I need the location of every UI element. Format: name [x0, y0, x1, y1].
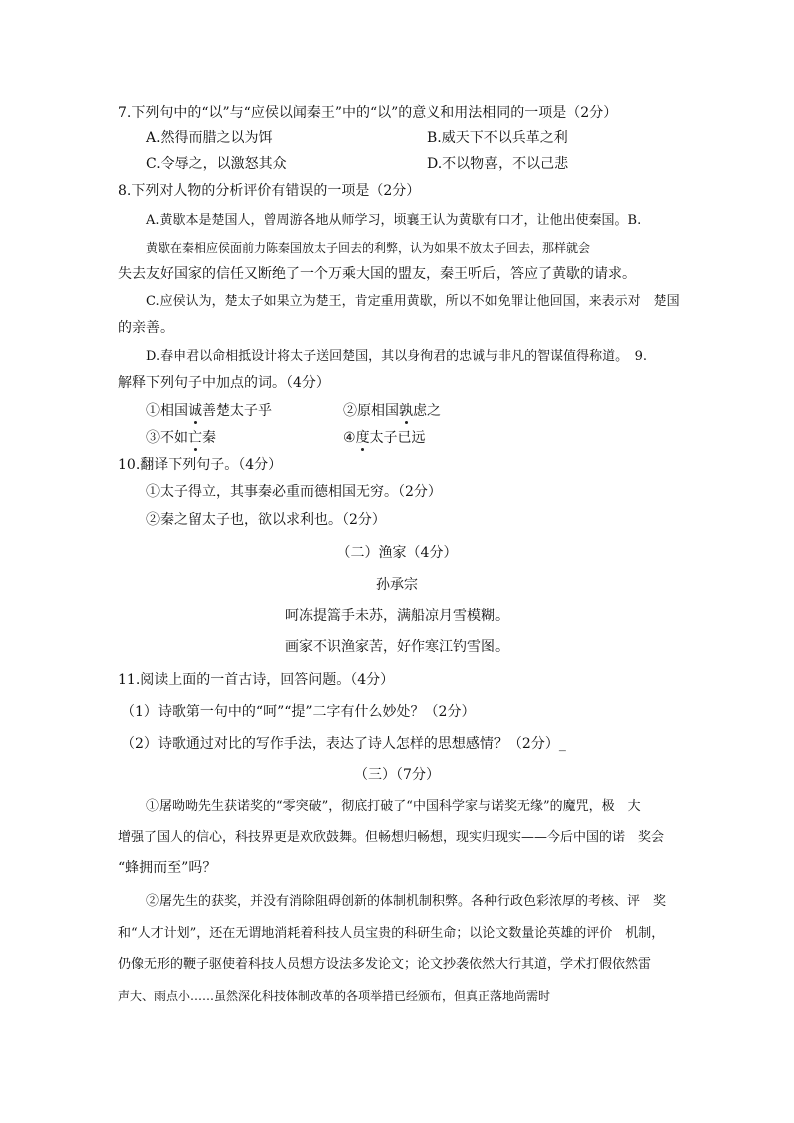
q7-option-b: B.威天下不以兵革之利 [427, 130, 568, 146]
section3-para2-line4: 声大、雨点小……虽然深化科技体制改革的各项举措已经颁布，但真正落地尚需时 [118, 989, 551, 1003]
q8-option-c-line1: C.应侯认为，楚太子如果立为楚王，肯定重用黄歇，所以不如免罪让他回国，来表示对 楚国 [146, 294, 680, 309]
q8-option-c-line2: 的亲善。 [118, 320, 174, 336]
q8-option-d: D.春申君以命相抵设计将太子送回楚国，其以身徇君的忠诚与非凡的智谋值得称道。 9. [146, 349, 647, 364]
q11-part-1: （1）诗歌第一句中的“呵”“提”二字有什么妙处？（2分） [121, 704, 476, 720]
q7-option-c: C.令辱之，以激怒其众 [146, 156, 287, 172]
poem-heading: （二）渔家（4分） [336, 545, 458, 561]
q7-option-d: D.不以物喜，不以己悲 [427, 156, 569, 172]
q8-option-b-line1: 黄歇在秦相应侯面前力陈秦国放太子回去的利弊，认为如果不放太子回去，那样就会 [146, 241, 591, 255]
q9-item-2: ②原相国孰虑之 [343, 403, 441, 419]
q11-part-2: （2）诗歌通过对比的写作手法，表达了诗人怎样的思想感情？（2分）_ [121, 736, 566, 752]
q11-stem: 11.阅读上面的一首古诗，回答问题。（4分） [118, 672, 395, 688]
q7-stem: 7.下列句中的“以”与“应侯以闻秦王”中的“以”的意义和用法相同的一项是（2分） [118, 105, 618, 121]
q8-option-a: A.黄歇本是楚国人，曾周游各地从师学习，顷襄王认为黄歇有口才，让他出使秦国。B. [146, 213, 642, 228]
section3-heading: （三）（7分） [354, 767, 440, 783]
poem-line-1: 呵冻提篙手未苏，满船凉月雪模糊。 [285, 608, 509, 624]
poem-author: 孙承宗 [376, 577, 418, 593]
section3-para2-line1: ②屠先生的获奖，并没有消除阻碍创新的体制机制积弊。各种行政色彩浓厚的考核、评 奖 [146, 894, 667, 909]
q10-sentence-1: ①太子得立，其事秦必重而德相国无穷。（2分） [146, 484, 442, 500]
q9-item-4: ④度太子已远 [343, 430, 426, 446]
q9-stem: 解释下列句子中加点的词。（4分） [118, 375, 330, 391]
q10-sentence-2: ②秦之留太子也，欲以求利也。（2分） [146, 512, 386, 528]
q8-stem: 8.下列对人物的分析评价有错误的一项是（2分） [118, 183, 421, 199]
section3-para2-line3: 仍像无形的鞭子驱使着科技人员想方设法多发论文；论文抄袭依然大行其道，学术打假依然雷 [118, 957, 652, 972]
q9-item-3: ③不如亡秦 [146, 430, 216, 446]
section3-para1-line3: “蜂拥而至”吗？ [118, 860, 217, 876]
section3-para2-line2: 和“人才计划”，还在无谓地消耗着科技人员宝贵的科研生命；以论文数量论英雄的评价 机制， [118, 926, 665, 941]
q7-option-a: A.然得而腊之以为饵 [146, 130, 273, 146]
q10-stem: 10.翻译下列句子。（4分） [118, 457, 283, 473]
q9-item-1: ①相国诚善楚太子乎 [146, 403, 272, 419]
poem-line-2: 画家不识渔家苦，好作寒江钓雪图。 [285, 639, 509, 655]
section3-para1-line1: ①屠呦呦先生获诺奖的“零突破”，彻底打破了“中国科学家与诺奖无缘”的魔咒，极 大 [146, 799, 641, 814]
section3-para1-line2: 增强了国人的信心，科技界更是欢欣鼓舞。但畅想归畅想，现实归现实——今后中国的诺 奖会 [118, 830, 665, 845]
q8-option-b-line2: 失去友好国家的信任又断绝了一个万乘大国的盟友，秦王听后，答应了黄歇的请求。 [118, 266, 636, 282]
